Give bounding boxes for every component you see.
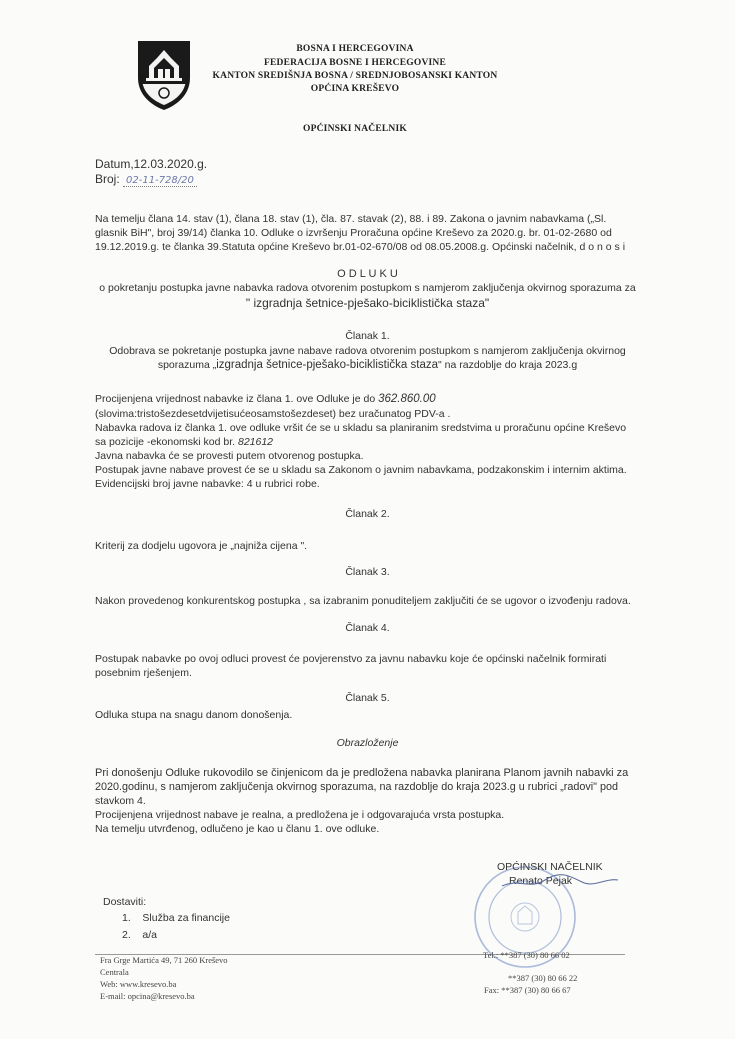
preamble-line-3: 19.12.2019.g. te članka 39.Statuta općine Kreševo br.01-02-670/08 od 08.05.2008.g. Općinski načelnik, d o n o s i — [95, 241, 626, 253]
document-date: Datum,12.03.2020.g. — [95, 157, 208, 171]
article-5-text: Odluka stupa na snagu danom donošenja. — [95, 709, 293, 721]
economic-code-value: 821612 — [237, 436, 274, 448]
article-4-line-1: Postupak nabavke po ovoj odluci provest će povjerenstvo za javnu nabavku koje će općinski načelnik formirati — [95, 653, 607, 665]
footer-fax: Fax: **387 (30) 80 66 67 — [484, 985, 571, 995]
details-line-3: Nabavka radova iz članka 1. ove odluke vršit će se u skladu sa planiranim sredstvima u proračunu općine Kreševo — [95, 422, 627, 434]
article-1-line-2-prefix: sporazuma „ — [157, 359, 217, 371]
details-line-5: Javna nabavka će se provesti putem otvorenog postupka. — [95, 450, 364, 462]
reasoning-line-5: Na temelju utvrđenog, odlučeno je kao u članu 1. ove odluke. — [95, 823, 380, 835]
footer-tel-1: Tel.: **387 (30) 80 66 02 — [483, 950, 570, 960]
article-4-heading: Članak 4. — [345, 622, 390, 634]
document-number — [95, 172, 197, 188]
article-1-heading: Članak 1. — [345, 330, 390, 342]
economic-code — [95, 435, 273, 449]
estimated-value-amount: 362.860.00 — [378, 393, 436, 405]
signature-title: OPĆINSKI NAČELNIK — [497, 861, 603, 873]
article-4-line-2: posebnim rješenjem. — [95, 667, 192, 679]
footer-address: Fra Grge Martića 49, 71 260 Kreševo — [100, 955, 228, 965]
reasoning-line-4: Procijenjena vrijednost nabave je realna, a predložena je i odgovarajuća vrsta postupka. — [95, 809, 505, 821]
footer-tel-2: **387 (30) 80 66 22 — [508, 973, 578, 983]
article-1-line-1: Odobrava se pokretanje postupka javne nabave radova otvorenim postupkom s namjerom zaključenja okvirnog — [109, 345, 626, 357]
header-office: OPĆINSKI NAČELNIK — [303, 124, 407, 134]
document-number-label: Broj: — [95, 172, 120, 186]
decision-subject-line-2: " izgradnja šetnice-pješako-biciklistička staza" — [245, 296, 490, 310]
coat-of-arms-icon — [135, 38, 193, 112]
article-1-line-2-suffix: " na razdoblje do kraja 2023.g — [438, 359, 578, 371]
reasoning-line-3: stavkom 4. — [95, 795, 146, 807]
estimated-value-words: (slovima:tristošezdesetdvijetisućeosamstošezdeset) bez uračunatog PDV-a . — [95, 408, 451, 420]
header-canton: KANTON SREDIŠNJA BOSNA / SREDNJOBOSANSKI KANTON — [212, 71, 498, 81]
footer-centrala: Centrala — [100, 967, 129, 977]
article-2-heading: Članak 2. — [345, 508, 390, 520]
header-municipality: OPĆINA KREŠEVO — [310, 84, 400, 94]
details-line-7: Evidencijski broj javne nabavke: 4 u rubrici robe. — [95, 478, 320, 490]
reasoning-line-2: 2020.godinu, s namjerom zaključenja okvirnog sporazuma, na razdoblje do kraja 2023.g u rubrici „radovi" pod — [95, 781, 618, 793]
economic-code-label: sa pozicije -ekonomski kod br. — [95, 436, 238, 448]
article-1-project-name: izgradnja šetnice-pješako-biciklistička staza — [216, 359, 438, 371]
article-3-heading: Članak 3. — [345, 566, 390, 578]
header-federation: FEDERACIJA BOSNE I HERCEGOVINE — [263, 58, 447, 68]
preamble-line-2: glasnik BiH", broj 39/14) člankа 10. Odluke o izvršenju Proračuna općine Kreševo za 2020.g. br. 01-02-2680 od — [95, 227, 612, 239]
decision-subject-line-1: o pokretanju postupka javne nabavka radova otvorenim postupkom s namjerom zaključenja okvirnog sporazuma za — [99, 282, 636, 294]
reasoning-heading: Obrazloženje — [336, 737, 399, 749]
signature-scribble-icon — [500, 868, 620, 894]
estimated-value — [95, 392, 436, 406]
footer-email: E-mail: opcina@kresevo.ba — [100, 991, 195, 1001]
footer-web: Web: www.kresevo.ba — [100, 979, 177, 989]
distribution-item-1: 1. Služba za financije — [122, 912, 230, 924]
decision-title: O D L U K U — [337, 268, 398, 280]
distribution-label: Dostaviti: — [103, 896, 147, 908]
article-5-heading: Članak 5. — [345, 692, 390, 704]
distribution-item-2: 2. a/a — [122, 929, 158, 941]
header-country: BOSNA I HERCEGOVINA — [296, 44, 414, 54]
reasoning-line-1: Pri donošenju Odluke rukovodilo se činjenicom da je predložena nabavka planirana Planom javnih nabavki za — [95, 767, 629, 779]
article-1-line-2 — [0, 359, 735, 371]
document-number-value: 02-11-728/20 — [123, 175, 197, 187]
article-2-text: Kriterij za dodjelu ugovora je „najniža cijena ". — [95, 540, 308, 552]
estimated-value-label: Procijenjena vrijednost nabavke iz člana 1. ove Odluke je do — [95, 393, 379, 405]
article-3-text: Nakon provedenog konkurentskog postupka , sa izabranim ponuditeljem zaključiti će se ugovor o izvođenju radova. — [95, 595, 631, 607]
preamble-line-1: Na temelju člana 14. stav (1), člana 18. stav (1), čla. 87. stavak (2), 88. i 89. Zakona o javnim nabavkama („Sl. — [95, 213, 607, 225]
details-line-6: Postupak javne nabave provest će se u skladu sa Zakonom o javnim nabavkama, podzakonskim i internim aktima. — [95, 464, 627, 476]
signature-name: Renato Pejak — [509, 875, 573, 887]
